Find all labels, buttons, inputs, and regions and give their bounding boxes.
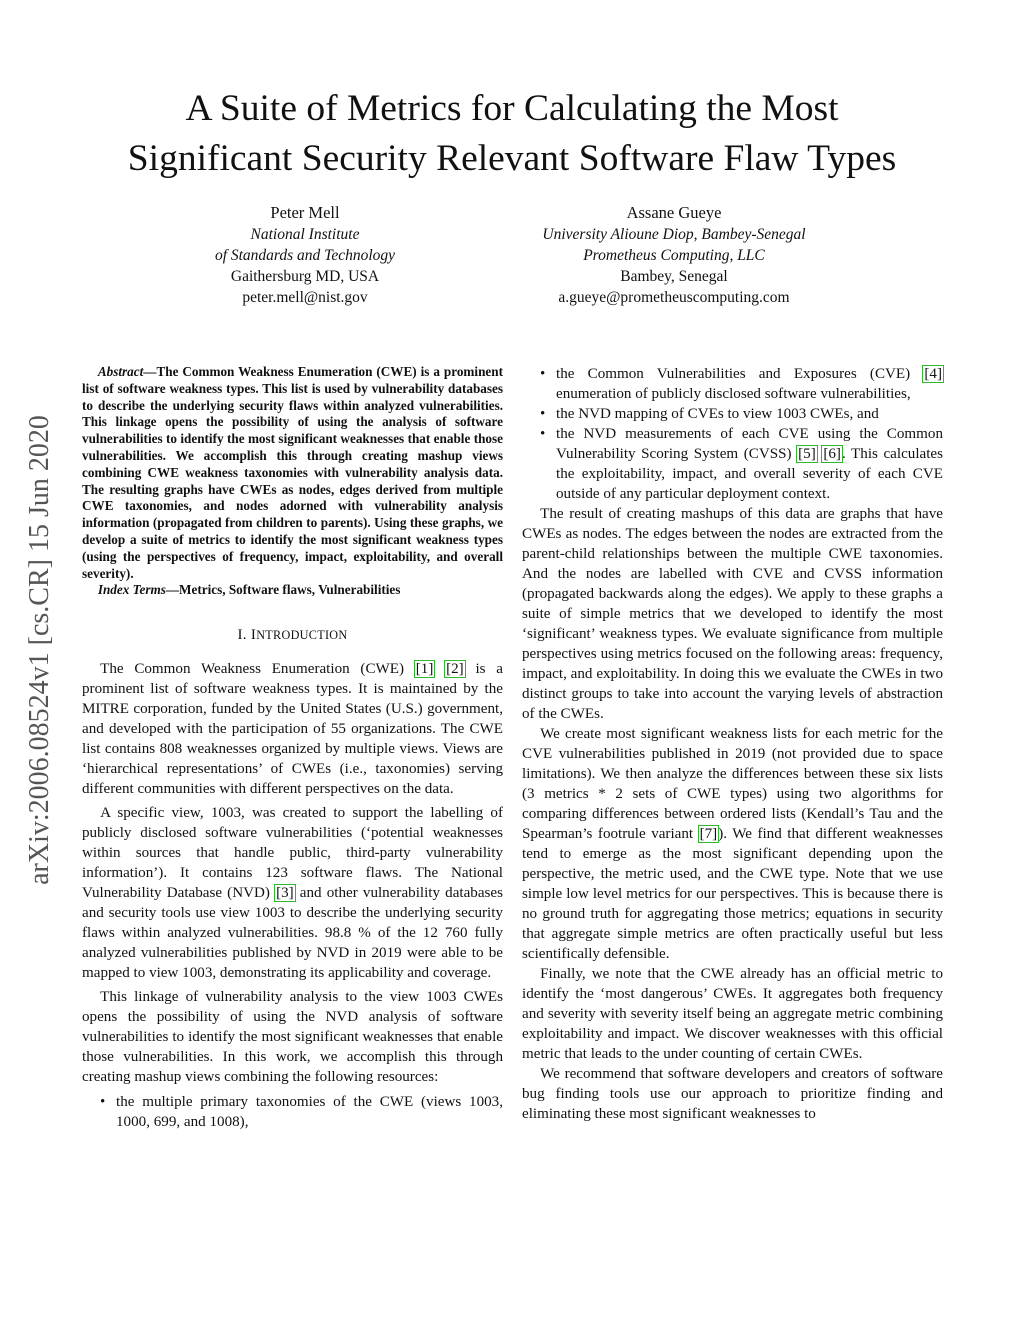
citation-link[interactable]: [6] [823,446,841,462]
author-email: a.gueye@prometheuscomputing.com [558,289,790,306]
abstract-label: Abstract [97,364,144,379]
section-numeral: I. [237,627,251,644]
text-run: We create most significant weakness lists for each metric for the CVE vulnerabilities published in 2019 (not provided due to space limitations). We then analyze the differences between these six lists (3 metrics * 2 sets of CWE types) using two algorithms for comparing differences between ordered lists (Kendall’s Tau and the Spearman’s footrule variant [522,726,943,842]
paragraph: Finally, we note that the CWE already has an official metric to identify the ‘most dangerous’ CWEs. It aggregates both frequency and severity with severity itself being an aggregate metric combining exploitability and impact. We discover weaknesses with this official metric that leads to the under counting of certain CWEs. [522,966,943,1062]
index-terms-label: Index Terms [97,582,166,598]
author-affiliation: University Alioune Diop, Bambey-Senegal [542,226,806,243]
text-run: ). We find that different weaknesses tend to emerge as the most significant depending upon the perspective, the metric used, and the CWE type. Note that we use simple low level metrics for our perspectives. This is because there is no ground truth for aggregating those metrics; equations in security that aggregate simple metrics are often practically useful but less scientifically defensible. [522,826,943,962]
author-email: peter.mell@nist.gov [242,289,368,306]
author-name: Peter Mell [270,203,340,222]
index-terms-text: —Metrics, Software flaws, Vulnerabilities [165,582,401,598]
right-column [522,364,943,1124]
section-title-rest: NTRODUCTION [256,628,348,643]
text-run: the Common Vulnerabilities and Exposures (CVE) [556,366,924,382]
paragraph [82,659,503,799]
list-item: • the multiple primary taxonomies of the CWE (views 1003, 1000, 699, and 1008), [82,1092,503,1132]
text-run: The Common Weakness Enumeration (CWE) [100,661,415,678]
arxiv-stamp: arXiv:2006.08524v1 [cs.CR] 15 Jun 2020 [24,415,55,885]
text-run: and other vulnerability databases and security tools use view 1003 to describe the underlying security flaws within analyzed vulnerabilities. 98.8 % of the 12 760 fully analyzed vulnerabilities published by NVD in 2019 were able to be mapped to view 1003, demonstrating its applicability and coverage. [82,885,503,982]
author-name: Assane Gueye [626,203,722,222]
citation-link[interactable]: [3] [276,885,294,902]
left-column [82,364,503,1132]
text-run: enumeration of publicly disclosed software vulnerabilities, [556,386,911,402]
citation-link[interactable]: [2] [446,661,464,678]
author-location: Gaithersburg MD, USA [230,268,380,285]
paper-title [60,84,964,184]
citation-link[interactable]: [5] [798,446,816,462]
author-affiliation: National Institute [250,226,360,243]
resource-list-continued [522,364,943,504]
text-run: . This calculates the exploitability, impact, and overall severity of each CVE outside of any particular deployment context. [556,446,943,502]
section-first-letter: I [250,627,257,644]
citation-link[interactable]: [7] [699,826,718,842]
section-heading [82,625,503,645]
title-line-1: A Suite of Metrics for Calculating the Most [185,88,839,129]
citation-link[interactable]: [4] [924,366,942,382]
list-item [522,364,943,404]
abstract [82,364,503,582]
list-item [522,424,943,504]
list-item: • the NVD mapping of CVEs to view 1003 CWEs, and [522,404,943,424]
citation-link[interactable]: [1] [415,661,434,678]
text-run: is a prominent list of software weakness types. It is maintained by the MITRE corporation, funded by the United States (U.S.) government, and developed with the participation of 55 organizations. The CWE list contains 808 weaknesses organized by multiple views. Views are ‘hierarchical representations’ of CWEs (i.e., taxonomies) serving different communities with different perspectives on the data. [82,661,503,798]
author-block-2 [474,201,874,308]
paragraph [82,803,503,983]
paragraph [522,724,943,964]
paragraph: The result of creating mashups of this data are graphs that have CWEs as nodes. The edges between the nodes are extracted from the parent-child relationships between the multiple CWE taxonomies. And the nodes are labelled with CVE and CVSS information (propagated backwards along the edges). We apply to these graphs a suite of simple metrics that we developed to identify the most ‘significant’ weakness types. We evaluate significance from multiple perspectives using metrics focused on the following areas: frequency, impact, and exploitability. In doing this we evaluate the CWEs in two distinct groups to take into account the varying levels of abstraction of the CWEs. [522,506,943,722]
title-line-2: Significant Security Relevant Software Flaw Types [127,138,897,179]
paragraph: We recommend that software developers and creators of software bug finding tools use our approach to prioritize finding and eliminating these most significant weaknesses to [522,1066,943,1122]
abstract-text: —The Common Weakness Enumeration (CWE) is a prominent list of software weakness types. This list is used by vulnerability databases to describe the underlying security flaws within analyzed vulnerabilities. This linkage opens the possibility of using the analysis of software vulnerabilities to identify the most significant weaknesses that enable those vulnerabilities. We accomplish this through creating mashup views combining CWE weakness taxonomies with vulnerability analysis data. The resulting graphs have CWEs as nodes, edges derived from multiple CWE taxonomies, and nodes adorned with vulnerability analysis information (propagated from children to parents). Using these graphs, we develop a suite of metrics to identify the most significant weakness types (using the perspectives of frequency, impact, exploitability, and overall severity). [82,364,503,581]
text-run: the NVD measurements of each CVE using the Common Vulnerability Scoring System (CVSS) [556,426,943,462]
author-affiliation: of Standards and Technology [214,247,396,264]
paragraph: This linkage of vulnerability analysis to the view 1003 CWEs opens the possibility of using the NVD analysis of software vulnerabilities to identify the most significant weaknesses that enable those vulnerabilities. In this work, we accomplish this through creating mashup views combining the following resources: [82,989,503,1086]
author-affiliation: Prometheus Computing, LLC [583,247,765,264]
index-terms [82,582,503,599]
author-location: Bambey, Senegal [620,268,728,285]
text-run: A specific view, 1003, was created to support the labelling of publicly disclosed software vulnerabilities (‘potential weaknesses within sources that handle public, third-party vulnerability information’). It contains 123 software flaws. The National Vulnerability Database (NVD) [82,805,503,902]
resource-list [82,1092,503,1132]
author-block-1 [155,201,455,308]
